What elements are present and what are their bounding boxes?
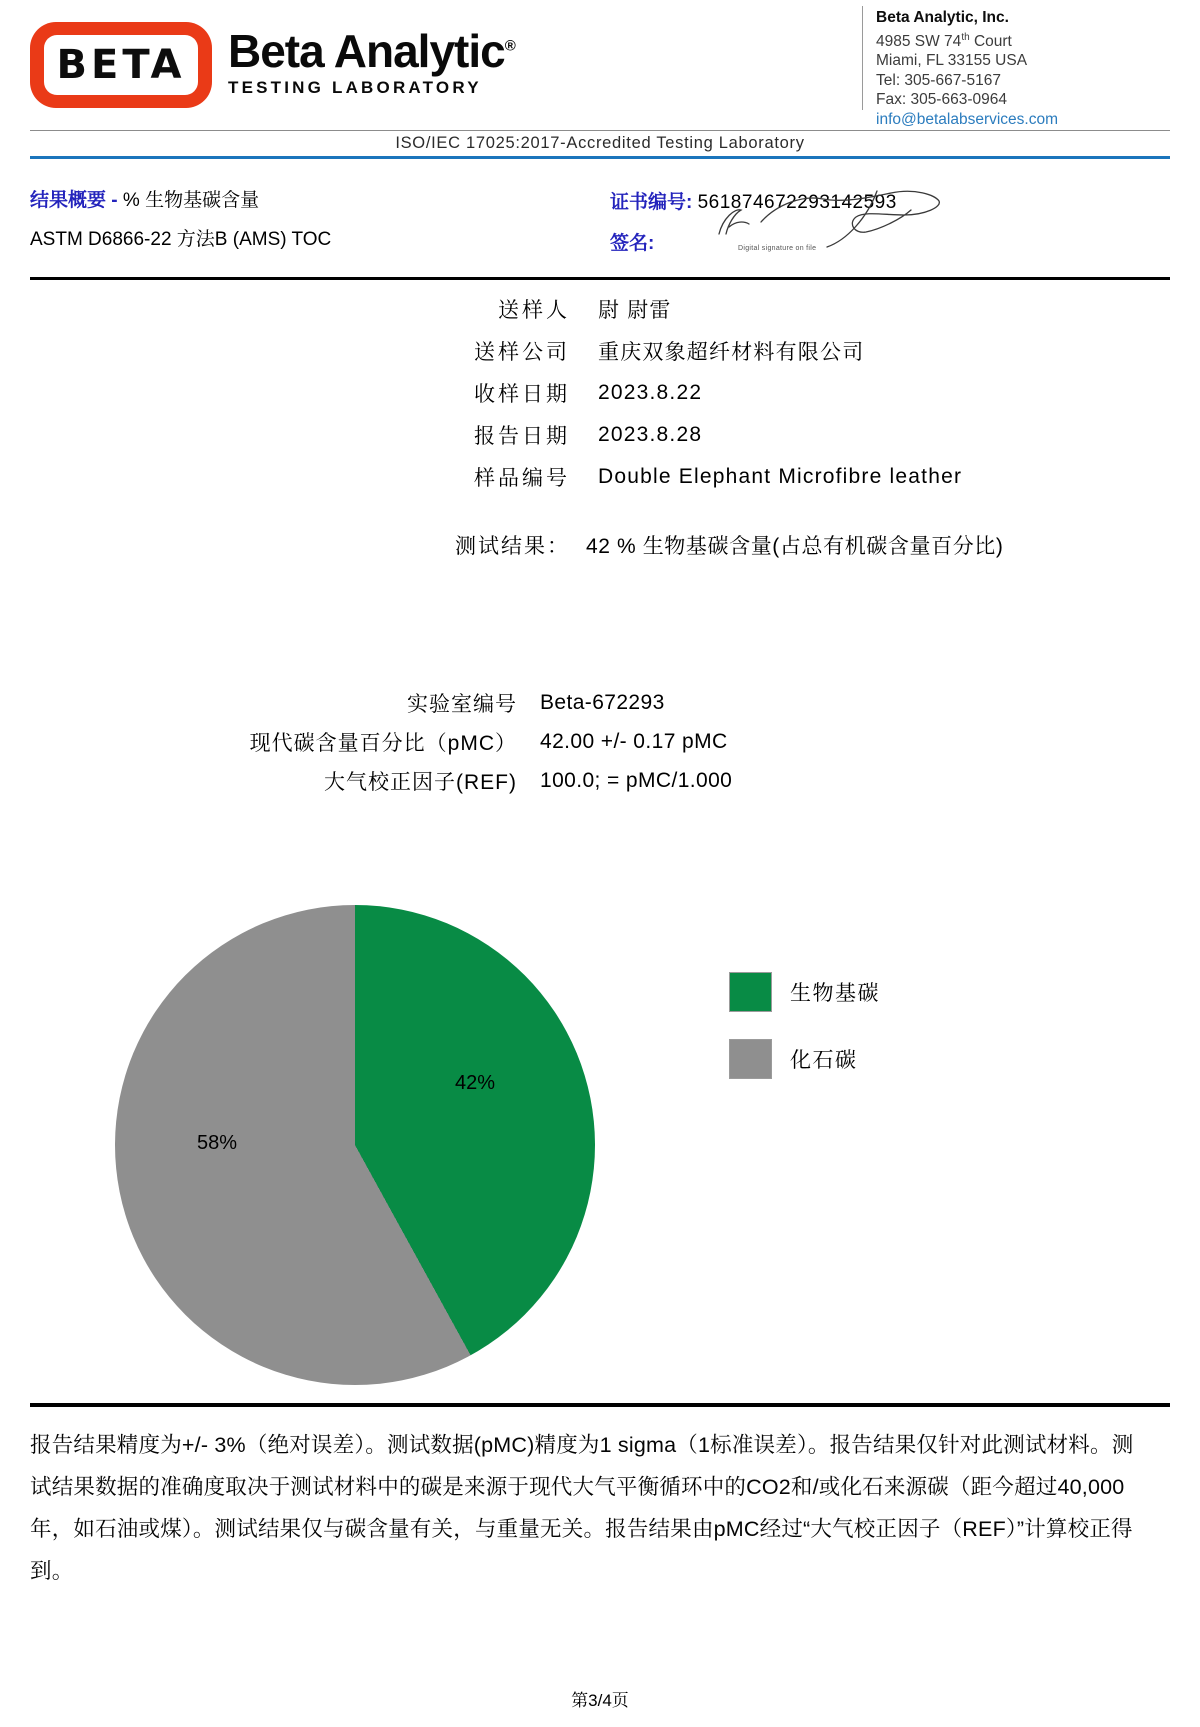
page-number: 第3/4页 [571, 1691, 629, 1710]
accreditation-text: ISO/IEC 17025:2017-Accredited Testing Laboratory [395, 134, 805, 152]
street-text: 4985 SW 74 [876, 32, 962, 50]
detail-row-company [30, 330, 990, 372]
street-suffix: Court [969, 32, 1012, 50]
detail-label: 样品编号 [474, 467, 570, 490]
company-email-link[interactable]: info@betalabservices.com [876, 110, 1059, 128]
detail-value: 2023.8.22 [598, 381, 703, 404]
company-tel: Tel: 305-667-5167 [876, 71, 1001, 89]
brand-name-text: Beta Analytic [228, 25, 505, 77]
legend-item-fossil [729, 1039, 880, 1079]
lab-row-number [30, 683, 990, 722]
lab-label: 大气校正因子(REF) [324, 770, 517, 794]
legend-swatch-green [729, 972, 772, 1012]
disclaimer-text: 报告结果精度为+/- 3%（绝对误差）。测试数据(pMC)精度为1 sigma（1标准误差）。报告结果仅针对此测试材料。测试结果数据的准确度取决于测试材料中的碳是来源于现代大气平衡循环中的CO2和/或化石来源碳（距今超过40,000年，如石油或煤）。测试结果仅与碳含量有关，与重量无关。报告结果由pMC经过“大气校正因子（REF）”计算校正得到。 [30, 1433, 1134, 1583]
legend-label: 化石碳 [790, 1049, 858, 1072]
company-address-block [876, 8, 1058, 129]
detail-row-submitter [30, 288, 990, 330]
registered-mark: ® [504, 37, 515, 55]
brand-name [228, 27, 515, 75]
lab-label: 实验室编号 [407, 692, 517, 716]
pie-slice-label-biobased: 42% [455, 1072, 496, 1094]
lab-value: 42.00 +/- 0.17 pMC [540, 729, 728, 753]
pie-chart [115, 905, 595, 1385]
summary-title [30, 185, 259, 212]
detail-row-received-date [30, 372, 990, 414]
signature-label: 签名: [610, 233, 655, 254]
company-name: Beta Analytic, Inc. [876, 9, 1009, 26]
iso-blue-rule [30, 156, 1170, 159]
certificate-number: 561874672293142593 [697, 192, 897, 213]
summary-title-label: 结果概要 - [30, 190, 118, 211]
legend-item-biobased [729, 972, 880, 1012]
lab-row-ref [30, 761, 990, 800]
brand-block [228, 27, 515, 98]
beta-logo-inner [44, 35, 198, 95]
header-divider [862, 6, 863, 110]
detail-value: Double Elephant Microfibre leather [598, 465, 963, 488]
signature-note: Digital signature on file [738, 245, 817, 252]
lab-value: 100.0; = pMC/1.000 [540, 768, 733, 792]
summary-title-value: % 生物基碳含量 [122, 190, 260, 211]
company-street [876, 28, 1058, 52]
lab-values [30, 683, 990, 800]
detail-value: 2023.8.28 [598, 423, 703, 446]
section-rule-top [30, 277, 1170, 280]
legend-swatch-gray [729, 1039, 772, 1079]
section-rule-bottom [30, 1403, 1170, 1407]
detail-value: 重庆双象超纤材料有限公司 [598, 341, 865, 364]
detail-label: 送样公司 [474, 341, 570, 364]
detail-row-sample-id [30, 456, 990, 498]
lab-value: Beta-672293 [540, 690, 665, 714]
street-ordinal: th [961, 31, 970, 43]
test-result-row [30, 524, 1130, 566]
lab-label: 现代碳含量百分比（pMC） [249, 731, 517, 755]
legend-label: 生物基碳 [790, 982, 880, 1005]
signature-image [705, 188, 955, 250]
test-result-value: 42 % 生物基碳含量(占总有机碳含量百分比) [586, 535, 1004, 558]
lab-row-pmc [30, 722, 990, 761]
company-city: Miami, FL 33155 USA [876, 52, 1028, 70]
iso-top-rule [30, 130, 1170, 131]
detail-row-report-date [30, 414, 990, 456]
detail-value: 尉 尉雷 [598, 299, 672, 322]
detail-label: 报告日期 [474, 425, 570, 448]
pie-slice-label-fossil: 58% [197, 1132, 238, 1154]
brand-subtitle: TESTING LABORATORY [228, 78, 482, 98]
sample-details [30, 288, 990, 498]
certificate-label: 证书编号: [610, 192, 693, 213]
method-text: ASTM D6866-22 方法B (AMS) TOC [30, 229, 332, 250]
chart-legend [729, 972, 880, 1106]
company-fax: Fax: 305-663-0964 [876, 91, 1007, 109]
detail-label: 送样人 [498, 299, 570, 322]
beta-logo-text: BETA [56, 42, 186, 88]
detail-label: 收样日期 [474, 383, 570, 406]
test-result-label: 测试结果： [455, 535, 570, 558]
beta-logo-icon [30, 22, 212, 108]
